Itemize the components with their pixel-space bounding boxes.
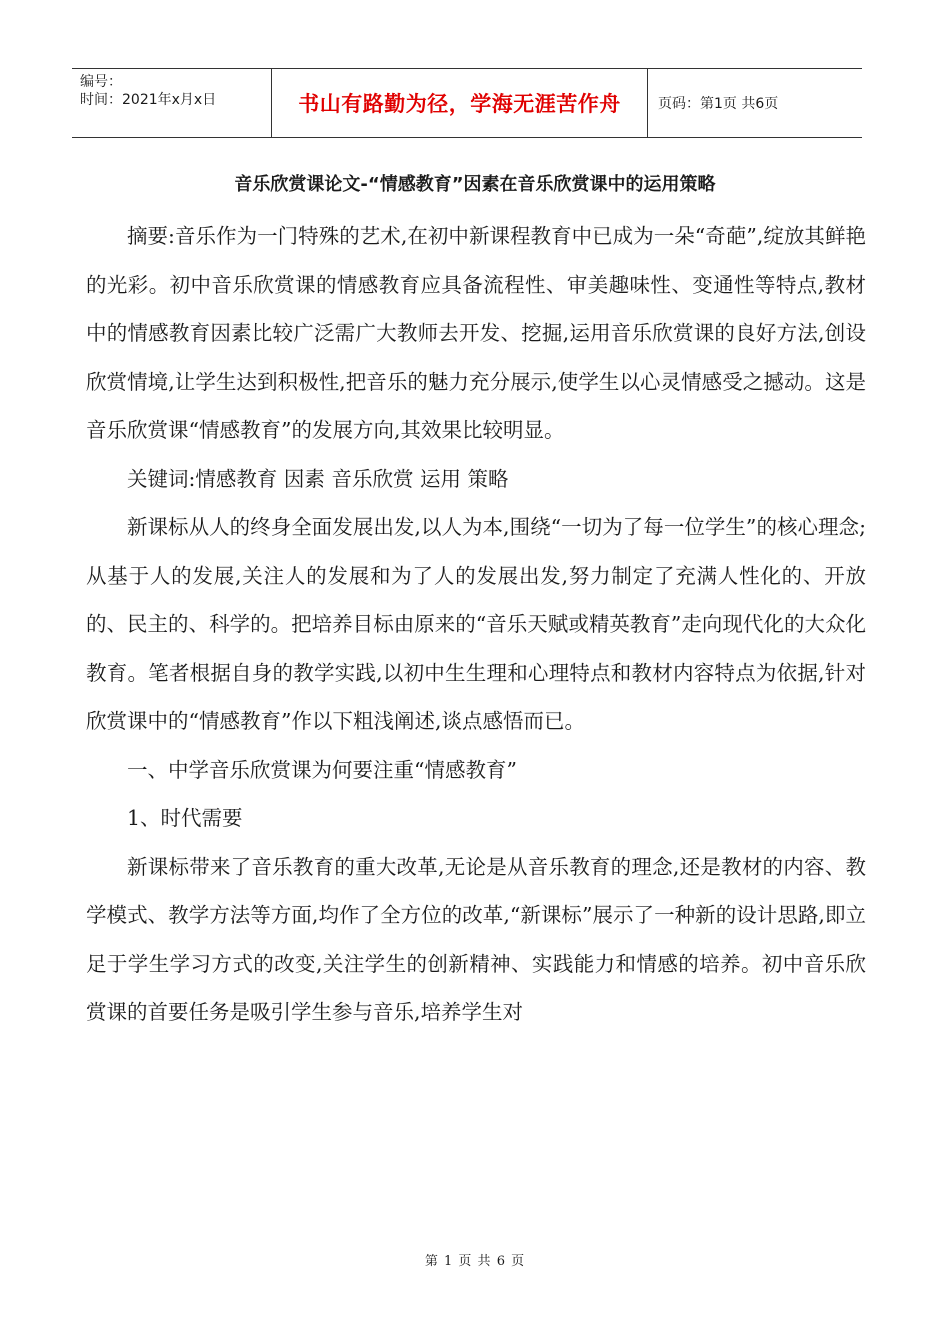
time-label: 时间：2021年x月x日 (80, 92, 217, 108)
body-paragraph: 新课标从人的终身全面发展出发,以人为本,围绕“一切为了每一位学生”的核心理念;从基于人的发展,关注人的发展和为了人的发展出发,努力制定了充满人性化的、开放的、民主的、科学的。把培养目标由原来的“音乐天赋或精英教育”走向现代化的大众化教育。笔者根据自身的教学实践,以初中生生理和心理特点和教材内容特点为依据,针对欣赏课中的“情感教育”作以下粗浅阐述,谈点感悟而已。 (86, 515, 866, 733)
header-table (72, 68, 862, 138)
document-title: 音乐欣赏课论文-“情感教育”因素在音乐欣赏课中的运用策略 (234, 174, 716, 195)
keywords-paragraph: 关键词:情感教育 因素 音乐欣赏 运用 策略 (127, 466, 509, 491)
number-label: 编号： (80, 74, 122, 90)
body-paragraph: 新课标带来了音乐教育的重大改革,无论是从音乐教育的理念,还是教材的内容、教学模式、教学方法等方面,均作了全方位的改革,“新课标”展示了一种新的设计思路,即立足于学生学习方式的改变,关注学生的创新精神、实践能力和情感的培养。初中音乐欣赏课的首要任务是吸引学生参与音乐,培养学生对 (86, 854, 866, 1024)
header-page-info: 页码：第1页 共6页 (658, 96, 779, 112)
document-body (86, 212, 866, 1037)
abstract-paragraph: 摘要:音乐作为一门特殊的艺术,在初中新课程教育中已成为一朵“奇葩”,绽放其鲜艳的光彩。初中音乐欣赏课的情感教育应具备流程性、审美趣味性、变通性等特点,教材中的情感教育因素比较广泛需广大教师去开发、挖掘,运用音乐欣赏课的良好方法,创设欣赏情境,让学生达到积极性,把音乐的魅力充分展示,使学生以心灵情感受之撼动。这是音乐欣赏课“情感教育”的发展方向,其效果比较明显。 (86, 224, 866, 442)
section-heading: 一、中学音乐欣赏课为何要注重“情感教育” (127, 757, 517, 782)
page-footer: 第 1 页 共 6 页 (424, 1254, 526, 1269)
header-motto: 书山有路勤为径，学海无涯苦作舟 (272, 69, 648, 137)
subsection-heading: 1、时代需要 (127, 806, 243, 830)
header-meta (72, 69, 272, 137)
